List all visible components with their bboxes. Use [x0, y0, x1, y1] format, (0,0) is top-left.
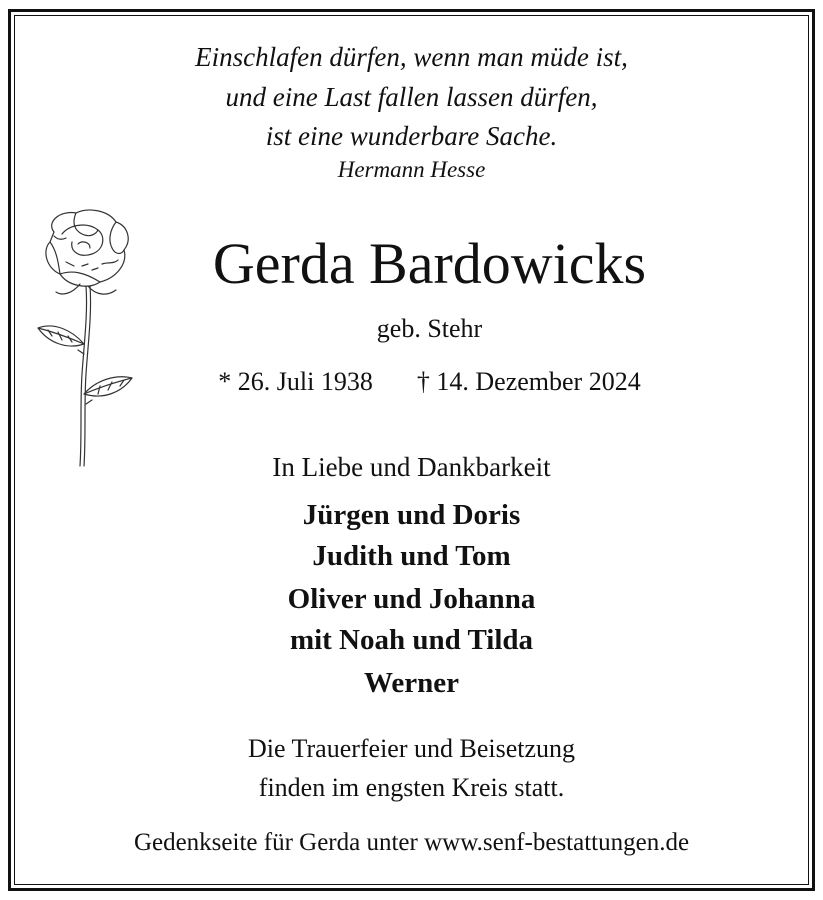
quote-line-2: und eine Last fallen lassen dürfen,: [225, 82, 598, 112]
deceased-name: Gerda Bardowicks: [212, 231, 647, 296]
memorial-link[interactable]: Gedenkseite für Gerda unter www.senf-bestattungen.de: [133, 829, 690, 856]
quote-author: Hermann Hesse: [337, 157, 486, 182]
mourner-name: mit Noah und Tilda: [289, 624, 534, 656]
mourner-name: Judith und Tom: [312, 540, 511, 572]
service-line-1: Die Trauerfeier und Beisetzung: [247, 734, 576, 763]
mourner-name: Oliver und Johanna: [287, 583, 536, 615]
mourner-name: Werner: [363, 667, 459, 699]
mourner-name: Jürgen und Doris: [302, 499, 521, 531]
quote-line-1: Einschlafen dürfen, wenn man müde ist,: [195, 42, 628, 72]
birth-date: * 26. Juli 1938: [218, 367, 373, 396]
mourners-intro: In Liebe und Dankbarkeit: [272, 452, 551, 482]
service-line-2: finden im engsten Kreis statt.: [258, 773, 565, 802]
death-date: † 14. Dezember 2024: [416, 367, 641, 396]
maiden-name: geb. Stehr: [376, 314, 483, 343]
life-dates: [18, 367, 823, 397]
quote-line-3: ist eine wunderbare Sache.: [265, 121, 558, 151]
